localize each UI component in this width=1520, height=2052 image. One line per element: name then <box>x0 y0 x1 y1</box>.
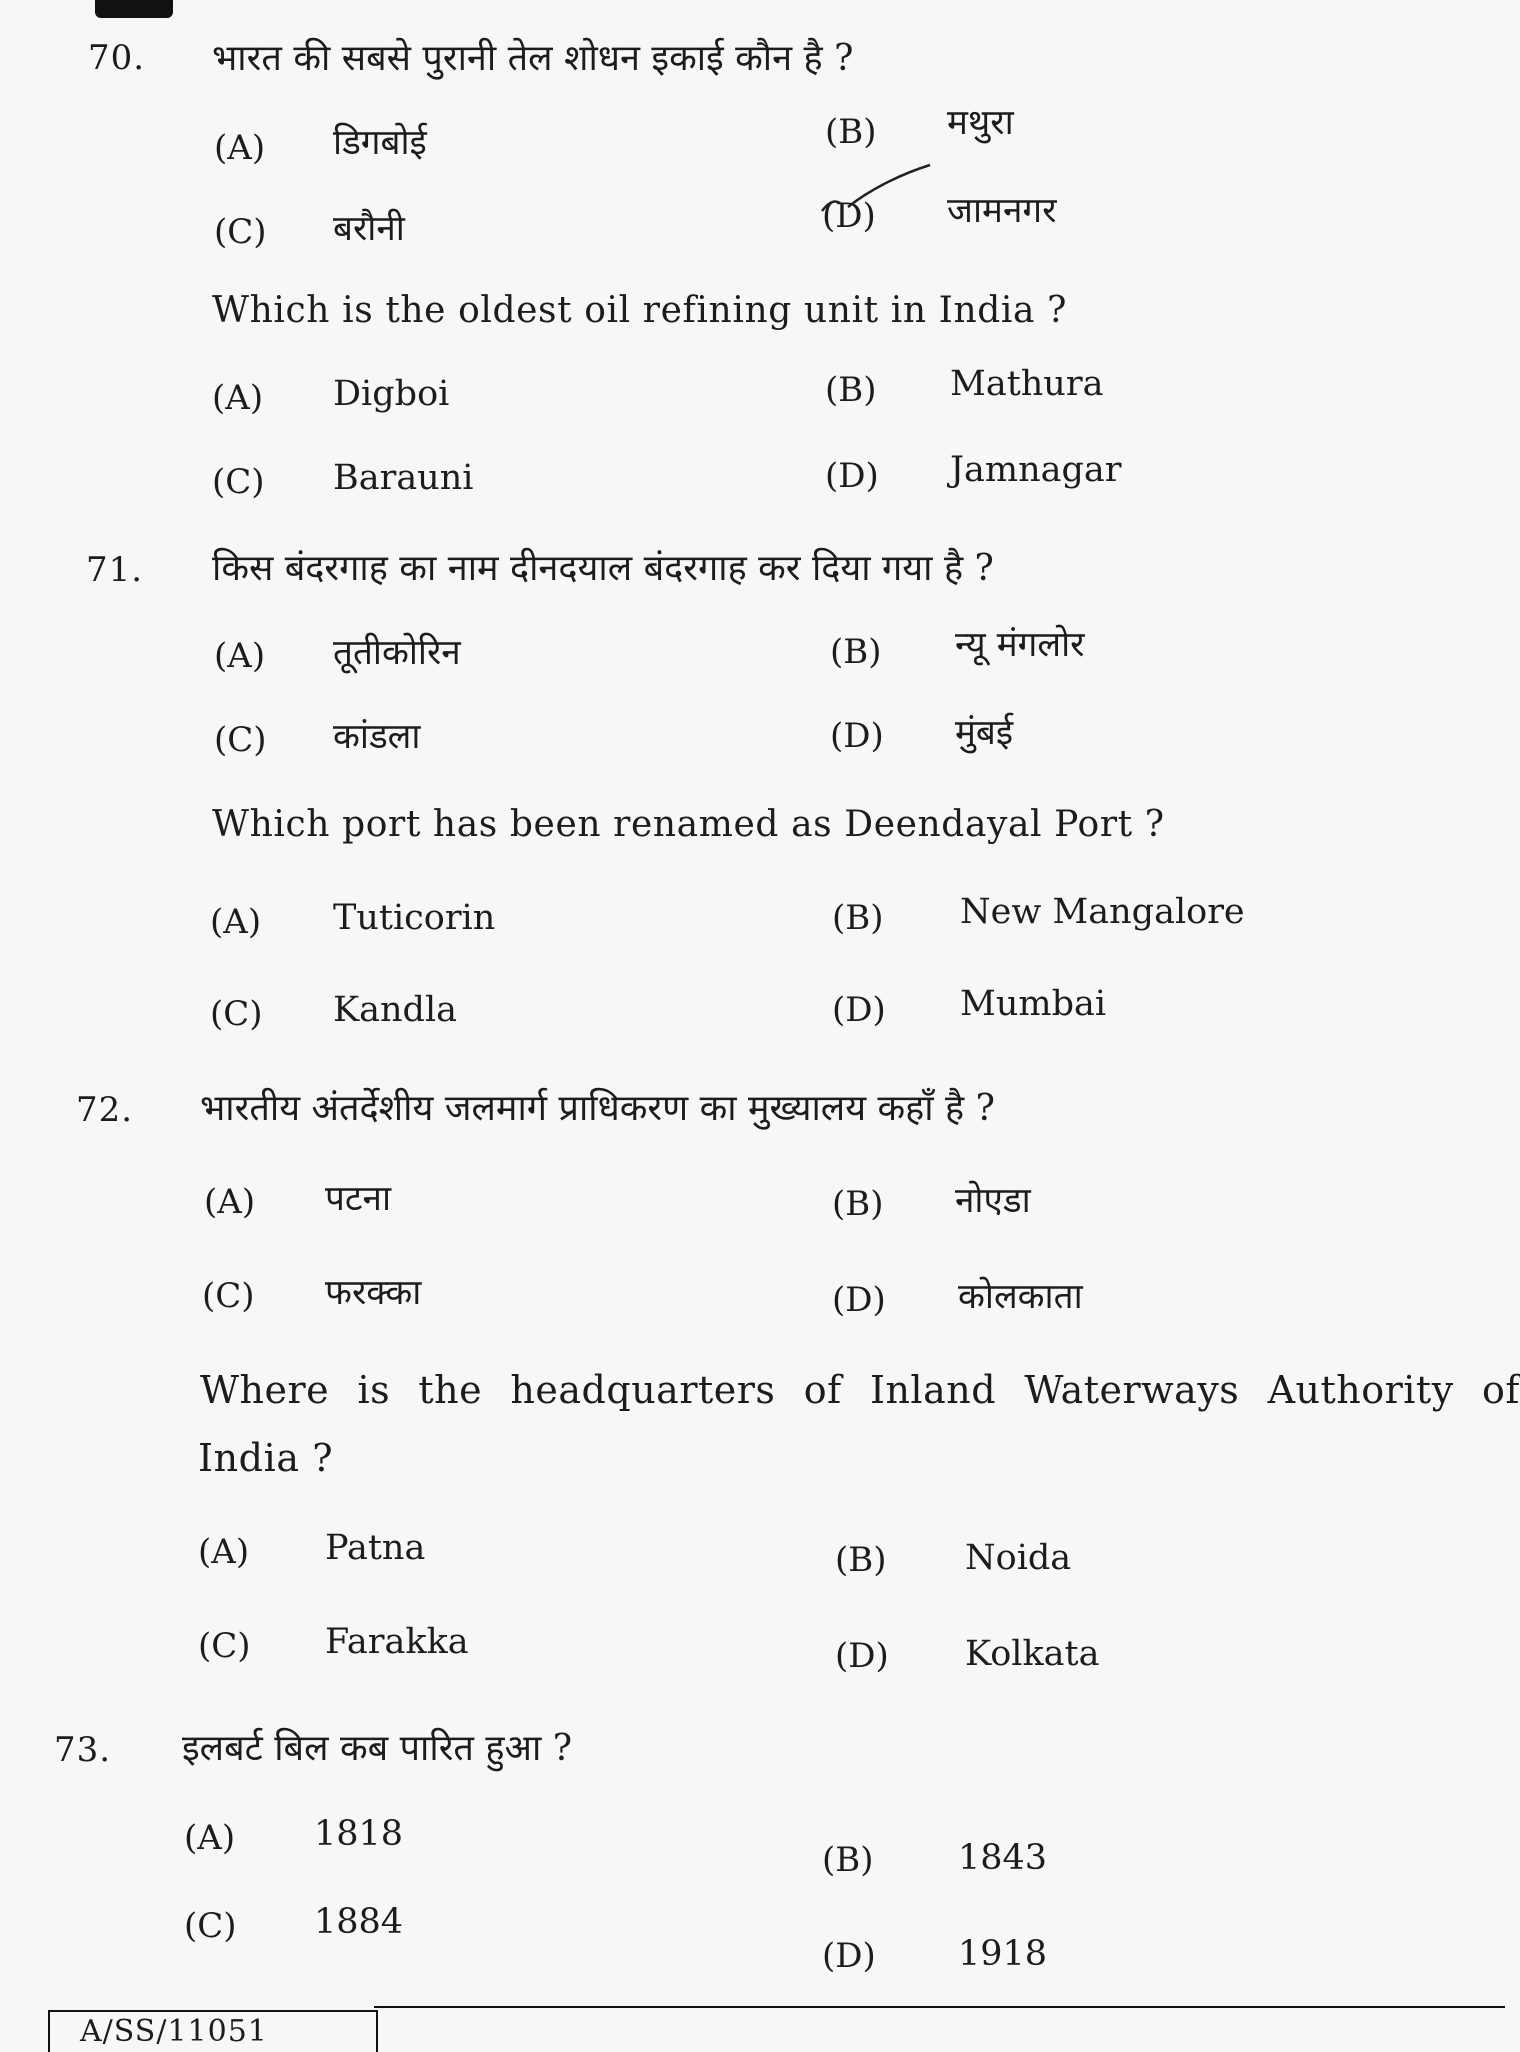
option-a-english[interactable]: Tuticorin <box>333 898 496 938</box>
option-label: (D) <box>822 196 876 236</box>
word: Inland <box>869 1368 997 1412</box>
option-a[interactable]: 1818 <box>314 1814 404 1854</box>
question-text-english-line1 <box>200 1368 1520 1412</box>
option-label: (A) <box>212 378 264 418</box>
word: the <box>418 1368 483 1412</box>
option-label: (C) <box>184 1906 237 1946</box>
option-label: (C) <box>214 720 267 760</box>
option-label: (A) <box>210 902 262 942</box>
word: Where <box>200 1368 330 1412</box>
option-d-english[interactable]: Mumbai <box>960 984 1107 1024</box>
question-text-hindi: किस बंदरगाह का नाम दीनदयाल बंदरगाह कर दिया गया है ? <box>212 548 994 589</box>
option-a-hindi[interactable]: डिगबोई <box>333 123 427 163</box>
word: Authority <box>1267 1368 1454 1412</box>
option-c-english[interactable]: Farakka <box>325 1622 469 1662</box>
question-number: 73. <box>54 1730 112 1770</box>
page-corner-tab <box>95 0 173 18</box>
option-label: (A) <box>214 636 266 676</box>
option-b-hindi[interactable]: नोएडा <box>955 1181 1031 1221</box>
question-number: 72. <box>76 1090 134 1130</box>
question-text-english-line2: India ? <box>198 1436 334 1480</box>
option-label: (B) <box>822 1840 874 1880</box>
option-label: (D) <box>832 1280 886 1320</box>
question-text-hindi: भारत की सबसे पुरानी तेल शोधन इकाई कौन है ? <box>212 38 854 79</box>
footer-rule <box>374 2006 1505 2008</box>
question-number: 71. <box>86 550 144 590</box>
option-label: (D) <box>830 716 884 756</box>
question-text-english: Which is the oldest oil refining unit in India ? <box>212 290 1068 331</box>
option-label: (B) <box>830 632 882 672</box>
option-label: (D) <box>822 1936 876 1976</box>
option-label: (B) <box>832 898 884 938</box>
option-b-english[interactable]: Noida <box>965 1538 1072 1578</box>
option-label: (A) <box>214 128 266 168</box>
option-c[interactable]: 1884 <box>314 1902 404 1942</box>
option-label: (C) <box>214 212 267 252</box>
word: Waterways <box>1024 1368 1240 1412</box>
option-label: (B) <box>825 370 877 410</box>
option-label: (C) <box>212 462 265 502</box>
option-label: (C) <box>198 1626 251 1666</box>
question-text-hindi: भारतीय अंतर्देशीय जलमार्ग प्राधिकरण का मुख्यालय कहाँ है ? <box>200 1088 995 1129</box>
word: of <box>803 1368 842 1412</box>
footer-code: A/SS/11051 <box>80 2014 268 2049</box>
option-label: (D) <box>832 990 886 1030</box>
option-c-hindi[interactable]: बरौनी <box>333 209 405 249</box>
option-c-english[interactable]: Barauni <box>333 458 474 498</box>
option-b-english[interactable]: Mathura <box>950 364 1104 404</box>
option-a-hindi[interactable]: पटना <box>325 1179 392 1219</box>
option-label: (B) <box>835 1540 887 1580</box>
option-label: (C) <box>202 1276 255 1316</box>
option-label: (B) <box>832 1184 884 1224</box>
word: is <box>357 1368 391 1412</box>
question-text-hindi: इलबर्ट बिल कब पारित हुआ ? <box>182 1728 573 1769</box>
option-a-hindi[interactable]: तूतीकोरिन <box>333 633 461 673</box>
option-label: (A) <box>184 1818 236 1858</box>
option-label: (A) <box>204 1182 256 1222</box>
option-c-english[interactable]: Kandla <box>333 990 458 1030</box>
option-b-hindi[interactable]: मथुरा <box>947 103 1014 143</box>
option-a-english[interactable]: Patna <box>325 1528 426 1568</box>
option-d-hindi[interactable]: कोलकाता <box>958 1277 1083 1317</box>
option-label: (D) <box>835 1636 889 1676</box>
word: headquarters <box>510 1368 776 1412</box>
option-b-hindi[interactable]: न्यू मंगलोर <box>955 625 1085 665</box>
option-d-english[interactable]: Jamnagar <box>950 450 1122 490</box>
question-text-english: Which port has been renamed as Deendayal Port ? <box>212 804 1165 845</box>
question-number: 70. <box>88 38 146 78</box>
option-b-english[interactable]: New Mangalore <box>960 892 1245 932</box>
option-c-hindi[interactable]: फरक्का <box>325 1273 422 1313</box>
option-d-hindi[interactable]: मुंबई <box>955 713 1014 753</box>
option-d-english[interactable]: Kolkata <box>965 1634 1100 1674</box>
option-b[interactable]: 1843 <box>958 1838 1048 1878</box>
option-d[interactable]: 1918 <box>958 1934 1048 1974</box>
option-label: (B) <box>825 112 877 152</box>
option-c-hindi[interactable]: कांडला <box>333 717 421 757</box>
option-label: (D) <box>825 456 879 496</box>
option-label: (C) <box>210 994 263 1034</box>
word: of <box>1481 1368 1520 1412</box>
option-label: (A) <box>198 1532 250 1572</box>
handwritten-tick-mark-icon <box>818 163 958 223</box>
option-a-english[interactable]: Digboi <box>333 374 450 414</box>
option-d-hindi[interactable]: जामनगर <box>947 191 1057 231</box>
